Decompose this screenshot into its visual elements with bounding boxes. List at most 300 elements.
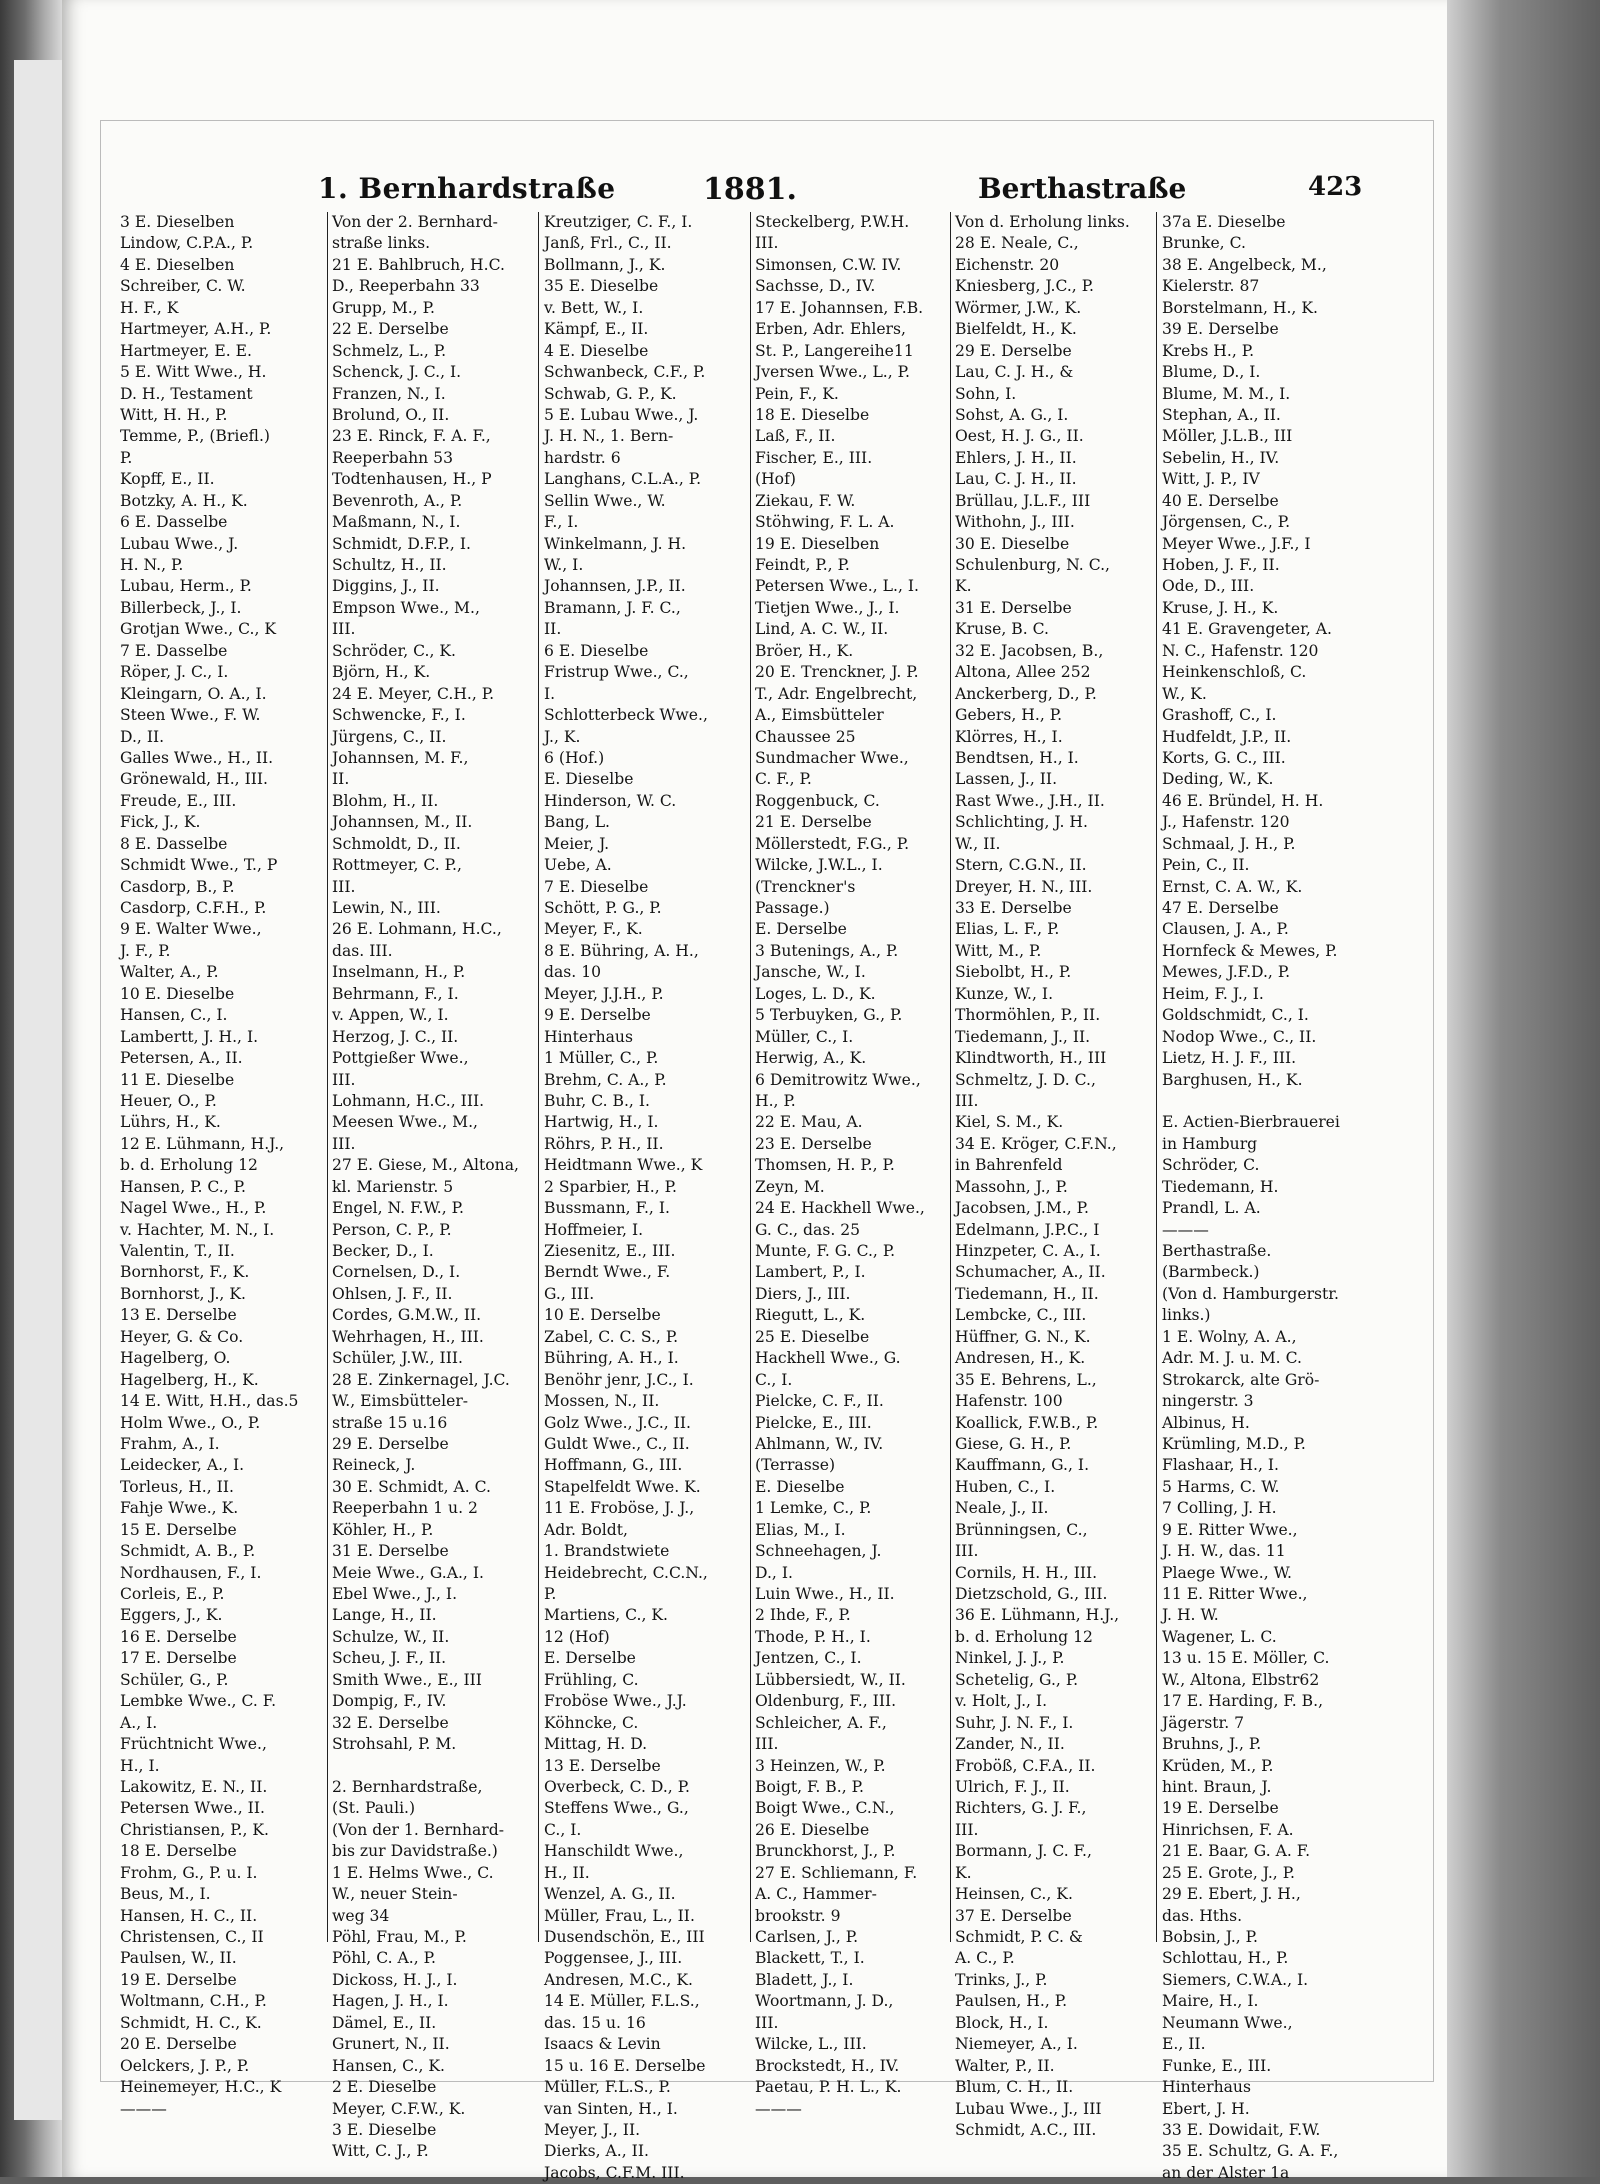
directory-entry-line: Kauffmann, G., I. [955, 1456, 1090, 1475]
directory-entry-line: Becker, D., I. [332, 1242, 434, 1260]
directory-entry-line: Pöhl, C. A., P. [332, 1949, 436, 1968]
directory-entry-line: ——— [120, 2099, 167, 2118]
directory-entry-line: 29 E. Derselbe [955, 341, 1072, 360]
directory-entry-line: Petersen, A., II. [120, 1049, 243, 1068]
directory-entry-line: Kämpf, E., II. [544, 320, 649, 339]
directory-entry-line: Beus, M., I. [120, 1885, 211, 1904]
directory-entry-line: W., Eimsbütteler- [332, 1392, 469, 1411]
directory-entry-line: 6 (Hof.) [544, 748, 605, 767]
directory-entry-line: 18 E. Derselbe [120, 1842, 237, 1861]
directory-entry-line: Schwencke, F., I. [332, 706, 466, 725]
directory-entry-line: Tietjen Wwe., J., I. [755, 598, 900, 617]
directory-entry-line: Clausen, J. A., P. [1162, 920, 1289, 939]
directory-entry-line: 21 E. Baar, G. A. F. [1162, 1842, 1311, 1861]
directory-entry-line: Woortmann, J. D., [755, 1992, 894, 2011]
directory-entry-line: 24 E. Hackhell Wwe., [755, 1199, 925, 1218]
directory-entry-line: Lubau Wwe., J., III [955, 2099, 1102, 2118]
directory-entry-line: an der Alster 1a [1162, 2163, 1290, 2182]
directory-entry-line: Adr. M. J. u. M. C. [1162, 1349, 1302, 1368]
directory-entry-line: W., neuer Stein- [332, 1885, 458, 1904]
directory-entry-line: straße links. [332, 234, 431, 253]
directory-entry-line: Eggers, J., K. [120, 1606, 223, 1625]
directory-entry-line: 21 E. Derselbe [755, 813, 872, 832]
directory-entry-line: Steffens Wwe., G., [544, 1799, 689, 1818]
directory-entry-line: Temme, P., (Briefl.) [120, 427, 270, 446]
directory-entry-line: Zeyn, M. [755, 1177, 825, 1196]
directory-entry-line: Suhr, J. N. F., I. [955, 1713, 1074, 1732]
column-divider [950, 212, 951, 1942]
directory-entry-line: Passage.) [755, 899, 830, 917]
directory-entry-line: Pielcke, C. F., II. [755, 1392, 884, 1411]
directory-entry-line: Inselmann, H., P. [332, 963, 466, 982]
directory-entry-line: das. 10 [544, 963, 602, 982]
directory-entry-line: Fahje Wwe., K. [120, 1499, 239, 1518]
directory-entry-line: Brunckhorst, J., P. [755, 1842, 896, 1861]
directory-entry-line: Brehm, C. A., P. [544, 1070, 667, 1089]
directory-entry-line: das. 15 u. 16 [544, 2013, 646, 2032]
directory-entry-line: Meyer, F., K. [544, 920, 643, 939]
directory-entry-line: 1 E. Helms Wwe., C. [332, 1863, 494, 1882]
directory-entry-line: kl. Marienstr. 5 [332, 1177, 454, 1196]
directory-entry-line: Valentin, T., II. [120, 1242, 235, 1260]
directory-entry-line: 25 E. Grote, J., P. [1162, 1863, 1296, 1882]
directory-entry-line: 24 E. Meyer, C.H., P. [332, 684, 495, 703]
directory-entry-line: Schumacher, A., II. [955, 1263, 1106, 1282]
directory-entry-line: Schwanbeck, C.F., P. [544, 363, 706, 382]
directory-entry-line: Thormöhlen, P., II. [955, 1006, 1101, 1025]
directory-entry-line: Huben, C., I. [955, 1477, 1056, 1496]
directory-entry-line: Jürgens, C., II. [332, 727, 447, 746]
directory-entry-line: Altona, Allee 252 [955, 663, 1091, 682]
directory-entry-line: Sundmacher Wwe., [755, 748, 909, 767]
directory-entry-line: b. d. Erholung 12 [955, 1627, 1093, 1646]
directory-entry-line: 25 E. Dieselbe [755, 1327, 870, 1346]
directory-entry-line: Ebert, J. H. [1162, 2099, 1250, 2118]
directory-entry-line: Grunert, N., II. [332, 2035, 450, 2054]
directory-column-6 [1162, 212, 1367, 2182]
directory-entry-line: 20 E. Derselbe [120, 2035, 237, 2054]
directory-entry-line: E. Actien-Bierbrauerei [1162, 1113, 1340, 1132]
directory-entry-line: Dierks, A., II. [544, 2142, 649, 2161]
directory-entry-line: Wilcke, J.W.L., I. [755, 856, 883, 875]
directory-entry-line: Block, H., I. [955, 2013, 1049, 2032]
directory-entry-line: Bang, L. [544, 813, 611, 832]
directory-entry-line: Schött, P. G., P. [544, 899, 662, 917]
directory-entry-line: E. Dieselbe [544, 770, 634, 789]
directory-entry-line: Heinemeyer, H.C., K [120, 2078, 282, 2097]
directory-entry-line: Von d. Erholung links. [955, 213, 1130, 231]
directory-entry-line: J. H. N., 1. Bern- [544, 427, 674, 446]
directory-entry-line: K. [955, 1863, 972, 1882]
directory-entry-line: Fristrup Wwe., C., [544, 663, 689, 682]
directory-entry-line: Köhncke, C. [544, 1713, 639, 1732]
directory-entry-line: Bladett, J., I. [755, 1970, 854, 1989]
directory-entry-line: Rast Wwe., J.H., II. [955, 791, 1105, 810]
directory-entry-line: 31 E. Derselbe [332, 1542, 449, 1561]
directory-entry-line: Müller, Frau, L., II. [544, 1906, 695, 1925]
directory-entry-line: Strokarck, alte Grö- [1162, 1370, 1320, 1389]
scan-background-edge [1447, 0, 1600, 2177]
directory-entry-line: Heim, F. J., I. [1162, 984, 1264, 1003]
directory-entry-line: Guldt Wwe., C., II. [544, 1434, 690, 1453]
directory-entry-line: Bielfeldt, H., K. [955, 320, 1077, 339]
directory-entry-line: Ernst, C. A. W., K. [1162, 877, 1303, 896]
directory-entry-line: 10 E. Derselbe [544, 1306, 661, 1325]
directory-entry-line: Ehlers, J. H., II. [955, 448, 1077, 467]
directory-entry-line: v. Hachter, M. N., I. [120, 1220, 275, 1239]
directory-entry-line: Feindt, P., P. [755, 556, 850, 574]
directory-entry-line: 28 E. Zinkernagel, J.C. [332, 1370, 510, 1389]
directory-entry-line: Krüden, M., P. [1162, 1756, 1274, 1775]
directory-entry-line: Maßmann, N., I. [332, 513, 461, 532]
directory-entry-line: Meyer, J., II. [544, 2120, 641, 2139]
directory-entry-line: Kunze, W., I. [955, 984, 1054, 1003]
directory-entry-line: A., Eimsbütteler [755, 706, 884, 725]
directory-entry-line: Andresen, M.C., K. [544, 1970, 693, 1989]
directory-entry-line: b. d. Erholung 12 [120, 1156, 258, 1175]
directory-entry-line: 9 E. Ritter Wwe., [1162, 1520, 1298, 1539]
directory-entry-line: 29 E. Derselbe [332, 1434, 449, 1453]
directory-entry-line: J. H. W. [1162, 1606, 1219, 1625]
directory-entry-line: Blum, C. H., II. [955, 2078, 1074, 2097]
directory-entry-line: Pöhl, Frau, M., P. [332, 1928, 467, 1946]
directory-entry-line: Paulsen, H., P. [955, 1992, 1068, 2011]
directory-entry-line: 30 E. Schmidt, A. C. [332, 1477, 491, 1496]
directory-entry-line: 14 E. Witt, H.H., das.5 [120, 1392, 299, 1411]
directory-entry-line: Hoben, J. F., II. [1162, 556, 1280, 574]
directory-entry-line: Stöhwing, F. L. A. [755, 513, 895, 532]
directory-entry-line: Ziekau, F. W. [755, 491, 856, 510]
directory-entry-line: Nagel Wwe., H., P. [120, 1199, 267, 1218]
directory-entry-line: Paetau, P. H. L., K. [755, 2078, 902, 2097]
directory-entry-line: (Von der 1. Bernhard- [332, 1820, 504, 1839]
directory-entry-line: (Terrasse) [755, 1456, 836, 1475]
directory-entry-line: 40 E. Derselbe [1162, 491, 1279, 510]
directory-entry-line: Schwab, G. P., K. [544, 384, 677, 403]
directory-entry-line: Wenzel, A. G., II. [544, 1885, 676, 1904]
directory-entry-line: 4 E. Dieselben [120, 255, 235, 274]
directory-entry-line: P. [120, 448, 133, 467]
directory-entry-line: T., Adr. Engelbrecht, [755, 684, 918, 703]
directory-entry-line: 30 E. Dieselbe [955, 534, 1070, 553]
directory-entry-line: Lind, A. C. W., II. [755, 620, 889, 639]
directory-entry-line: Rottmeyer, C. P., [332, 856, 462, 875]
directory-entry-line: Witt, H. H., P. [120, 405, 228, 424]
directory-entry-line: Heuer, O., P. [120, 1091, 217, 1110]
directory-entry-line: Botzky, A. H., K. [120, 491, 248, 510]
directory-entry-line: Isaacs & Levin [544, 2035, 661, 2054]
directory-entry-line: Siemers, C.W.A., I. [1162, 1970, 1309, 1989]
directory-entry-line: Golz Wwe., J.C., II. [544, 1413, 691, 1432]
directory-entry-line: Trinks, J., P. [955, 1970, 1048, 1989]
directory-entry-line: Heinkenschloß, C. [1162, 663, 1307, 682]
directory-entry-line: D., Reeperbahn 33 [332, 277, 480, 296]
directory-entry-line: 35 E. Schultz, G. A. F., [1162, 2142, 1339, 2161]
directory-entry-line: 19 E. Derselbe [1162, 1799, 1279, 1818]
directory-entry-line: Casdorp, B., P. [120, 877, 235, 896]
directory-entry-line: 19 E. Derselbe [120, 1970, 237, 1989]
directory-entry-line: Bramann, J. F. C., [544, 598, 681, 617]
directory-entry-line: III. [955, 1820, 979, 1839]
directory-entry-line: Mewes, J.F.D., P. [1162, 963, 1291, 982]
directory-entry-line: Schüler, J.W., III. [332, 1349, 463, 1368]
directory-entry-line: 20 E. Trenckner, J. P. [755, 663, 919, 682]
directory-entry-line: 5 Harms, C. W. [1162, 1477, 1280, 1496]
directory-entry-line: Koallick, F.W.B., P. [955, 1413, 1099, 1432]
directory-entry-line: Kniesberg, J.C., P. [955, 277, 1095, 296]
directory-entry-line: 36 E. Lühmann, H.J., [955, 1606, 1120, 1625]
directory-entry-line: Borstelmann, H., K. [1162, 298, 1318, 317]
directory-entry-line: Grupp, M., P. [332, 298, 435, 317]
directory-entry-line: Hansen, H. C., II. [120, 1906, 258, 1925]
directory-entry-line: v. Bett, W., I. [544, 298, 644, 317]
directory-entry-line: Martiens, C., K. [544, 1606, 669, 1625]
directory-entry-line: Bühring, A. H., I. [544, 1349, 679, 1368]
directory-entry-line: Empson Wwe., M., [332, 598, 480, 617]
directory-entry-line: Flashaar, H., I. [1162, 1456, 1279, 1475]
directory-entry-line: Thomsen, H. P., P. [755, 1156, 895, 1175]
directory-entry-line: Froböß, C.F.A., II. [955, 1756, 1096, 1775]
directory-entry-line: Lührs, H., K. [120, 1113, 221, 1132]
directory-entry-line: hint. Braun, J. [1162, 1777, 1272, 1796]
directory-entry-line: Roggenbuck, C. [755, 791, 880, 810]
directory-entry-line: (St. Pauli.) [332, 1799, 416, 1818]
directory-entry-line: Krümling, M.D., P. [1162, 1434, 1306, 1453]
directory-entry-line: Schmidt, D.F.P., I. [332, 534, 471, 553]
directory-entry-line: Grönewald, H., III. [120, 770, 269, 789]
directory-entry-line: 4 E. Dieselbe [544, 341, 649, 360]
directory-entry-line: 7 Colling, J. H. [1162, 1499, 1277, 1518]
directory-entry-line: Boigt Wwe., C.N., [755, 1799, 895, 1818]
directory-entry-line: Luin Wwe., H., II. [755, 1585, 895, 1603]
directory-entry-line: Schleicher, A. F., [755, 1713, 887, 1732]
directory-entry-line: III. [755, 234, 779, 253]
directory-entry-line: N. C., Hafenstr. 120 [1162, 641, 1319, 660]
directory-entry-line: Gebers, H., P. [955, 706, 1063, 725]
directory-entry-line: 12 (Hof) [544, 1627, 610, 1646]
directory-entry-line: 11 E. Froböse, J. J., [544, 1499, 695, 1518]
directory-entry-line: Schüler, G., P. [120, 1670, 229, 1689]
directory-entry-line: das. Hths. [1162, 1906, 1243, 1925]
directory-entry-line: Withohn, J., III. [955, 513, 1075, 532]
directory-entry-line: Dusendschön, E., III [544, 1928, 705, 1946]
directory-entry-line: Schmoldt, D., II. [332, 834, 461, 853]
directory-entry-line: 26 E. Dieselbe [755, 1820, 870, 1839]
directory-entry-line: Schlottau, H., P. [1162, 1949, 1289, 1968]
directory-entry-line: Frohm, G., P. u. I. [120, 1863, 258, 1882]
directory-entry-line: Herzog, J. C., II. [332, 1027, 459, 1046]
directory-entry-line: Hinderson, W. C. [544, 791, 677, 810]
directory-entry-line: 47 E. Derselbe [1162, 899, 1279, 917]
directory-entry-line: Hartmeyer, E. E. [120, 341, 252, 360]
directory-entry-line: Eichenstr. 20 [955, 255, 1060, 274]
directory-entry-line: 37a E. Dieselbe [1162, 213, 1286, 231]
directory-entry-line: 11 E. Ritter Wwe., [1162, 1585, 1308, 1603]
column-divider [750, 212, 751, 1942]
directory-entry-line: Hartmeyer, A.H., P. [120, 320, 272, 339]
directory-entry-line: Anckerberg, D., P. [955, 684, 1097, 703]
directory-entry-line: Scheu, J. F., II. [332, 1649, 447, 1668]
directory-entry-line: Schultz, H., II. [332, 556, 447, 574]
directory-entry-line: 26 E. Lohmann, H.C., [332, 920, 502, 939]
directory-entry-line: 5 Terbuyken, G., P. [755, 1006, 903, 1025]
directory-entry-line: C., I. [544, 1820, 582, 1839]
directory-entry-line: 35 E. Dieselbe [544, 277, 659, 296]
directory-entry-line: Schmelz, L., P. [332, 341, 447, 360]
directory-entry-line: 14 E. Müller, F.L.S., [544, 1992, 700, 2011]
directory-entry-line: Witt, M., P. [955, 941, 1042, 960]
directory-entry-line: Grashoff, C., I. [1162, 706, 1277, 725]
directory-entry-line: 33 E. Derselbe [955, 899, 1072, 917]
directory-entry-line: 2 E. Dieselbe [332, 2078, 437, 2097]
directory-entry-line: C., I. [755, 1370, 793, 1389]
directory-entry-line: Meyer, C.F.W., K. [332, 2099, 466, 2118]
directory-entry-line: Möllerstedt, F.G., P. [755, 834, 910, 853]
directory-entry-line: Hansen, C., I. [120, 1006, 228, 1025]
directory-entry-line: Andresen, H., K. [955, 1349, 1086, 1368]
directory-entry-line: Stephan, A., II. [1162, 405, 1281, 424]
directory-entry-line: Hansen, C., K. [332, 2056, 445, 2075]
directory-entry-line: Schröder, C., K. [332, 641, 457, 660]
directory-entry-line: Frahm, A., I. [120, 1434, 220, 1453]
directory-entry-line: Carlsen, J., P. [755, 1928, 859, 1946]
directory-entry-line: Hackhell Wwe., G. [755, 1349, 901, 1368]
directory-entry-line: E. Derselbe [544, 1649, 636, 1668]
directory-entry-line: 8 E. Dasselbe [120, 834, 228, 853]
directory-entry-line: H., II. [544, 1863, 590, 1882]
directory-entry-line: Lassen, J., II. [955, 770, 1058, 789]
directory-entry-line: J. H. W., das. 11 [1162, 1542, 1286, 1561]
directory-entry-line: Sebelin, H., IV. [1162, 448, 1280, 467]
directory-entry-line: v. Appen, W., I. [332, 1006, 449, 1025]
directory-entry-line: Klörres, H., I. [955, 727, 1063, 746]
directory-entry-line: 33 E. Dowidait, F.W. [1162, 2120, 1321, 2139]
directory-entry-line: Bruhns, J., P. [1162, 1735, 1262, 1754]
directory-entry-line: Sachsse, D., IV. [755, 277, 876, 296]
directory-entry-line: 28 E. Neale, C., [955, 234, 1079, 253]
previous-page-edge [14, 60, 65, 2120]
directory-entry-line: Kleingarn, O. A., I. [120, 684, 267, 703]
directory-entry-line: G. C., das. 25 [755, 1220, 861, 1239]
directory-entry-line: Laß, F., II. [755, 427, 836, 446]
directory-entry-line: Thode, P. H., I. [755, 1627, 871, 1646]
directory-entry-line: Freude, E., III. [120, 791, 237, 810]
directory-entry-line: 17 E. Harding, F. B., [1162, 1692, 1324, 1711]
directory-entry-line: Hoffmeier, I. [544, 1220, 644, 1239]
directory-entry-line: Herwig, A., K. [755, 1049, 867, 1068]
directory-entry-line: Uebe, A. [544, 856, 612, 875]
directory-entry-line: Bornhorst, F., K. [120, 1263, 250, 1282]
directory-entry-line: Franzen, N., I. [332, 384, 446, 403]
directory-entry-line: Hansen, P. C., P. [120, 1177, 246, 1196]
directory-entry-line: Grotjan Wwe., C., K [120, 620, 277, 639]
directory-entry-line: 9 E. Derselbe [544, 1006, 651, 1025]
directory-entry-line: Schenck, J. C., I. [332, 363, 462, 382]
directory-entry-line: Köhler, H., P. [332, 1520, 434, 1539]
directory-entry-line: Früchtnicht Wwe., [120, 1735, 267, 1754]
directory-entry-line: Wagener, L. C. [1162, 1627, 1277, 1646]
directory-entry-line: 32 E. Derselbe [332, 1713, 449, 1732]
directory-entry-line: Müller, C., I. [755, 1027, 854, 1046]
directory-entry-line: Lambertt, J. H., I. [120, 1027, 259, 1046]
directory-entry-line: Walter, A., P. [120, 963, 219, 982]
directory-entry-line: Meier, J. [544, 834, 610, 853]
directory-entry-line: Torleus, H., II. [120, 1477, 234, 1496]
directory-entry-line: Galles Wwe., H., II. [120, 748, 274, 767]
directory-entry-line: 35 E. Behrens, L., [955, 1370, 1097, 1389]
directory-entry-line: Steckelberg, P.W.H. [755, 213, 910, 231]
directory-entry-line: Brünningsen, C., [955, 1520, 1088, 1539]
directory-entry-line: C. F., P. [755, 770, 812, 789]
directory-entry-line: 23 E. Derselbe [755, 1134, 872, 1153]
directory-entry-line: W., II. [955, 834, 1001, 853]
directory-entry-line: Fischer, E., III. [755, 448, 873, 467]
directory-entry-line: G., III. [544, 1284, 595, 1303]
directory-entry-line: Ebel Wwe., J., I. [332, 1585, 458, 1603]
directory-entry-line: Brüllau, J.L.F., III [955, 491, 1091, 510]
directory-entry-line: Reeperbahn 1 u. 2 [332, 1499, 478, 1518]
directory-entry-line: v. Holt, J., I. [955, 1692, 1048, 1711]
directory-entry-line: Woltmann, C.H., P. [120, 1992, 267, 2011]
directory-entry-line: Berthastraße. [1162, 1242, 1272, 1260]
directory-entry-line: Simonsen, C.W. IV. [755, 255, 902, 274]
directory-entry-line: Lange, H., II. [332, 1606, 437, 1625]
directory-entry-line: Schneehagen, J. [755, 1542, 882, 1561]
directory-entry-line: Hanschildt Wwe., [544, 1842, 684, 1861]
directory-entry-line: bis zur Davidstraße.) [332, 1842, 498, 1861]
directory-entry-line: Casdorp, C.F.H., P. [120, 899, 267, 917]
column-divider [327, 212, 328, 1942]
directory-entry-line: Röhrs, P. H., II. [544, 1134, 664, 1153]
directory-entry-line: Munte, F. G. C., P. [755, 1242, 896, 1260]
directory-entry-line: in Hamburg [1162, 1134, 1258, 1153]
directory-entry-line: 8 E. Bühring, A. H., [544, 941, 699, 960]
directory-entry-line: Meesen Wwe., M., [332, 1113, 479, 1132]
directory-entry-line: J. F., P. [120, 941, 171, 960]
directory-entry-line: Johannsen, M. F., [332, 748, 469, 767]
directory-entry-line: Schreiber, C. W. [120, 277, 246, 296]
directory-entry-line: H. F., K [120, 298, 179, 317]
directory-entry-line: 1. Brandstwiete [544, 1542, 670, 1561]
directory-entry-line: III. [332, 620, 356, 639]
directory-entry-line: 17 E. Johannsen, F.B. [755, 298, 924, 317]
directory-entry-line: Pottgießer Wwe., [332, 1049, 469, 1068]
directory-entry-line: II. [544, 620, 562, 639]
directory-entry-line: III. [332, 1070, 356, 1089]
directory-entry-line: Barghusen, H., K. [1162, 1070, 1303, 1089]
directory-entry-line: H., I. [120, 1756, 160, 1775]
directory-entry-line: I. [544, 684, 556, 703]
directory-entry-line [332, 1756, 532, 1777]
directory-entry-line: Schmeltz, J. D. C., [955, 1070, 1096, 1089]
directory-entry-line: Stapelfeldt Wwe. K. [544, 1477, 701, 1496]
directory-entry-line: Petersen Wwe., II. [120, 1799, 265, 1818]
directory-entry-line: 13 u. 15 E. Möller, C. [1162, 1649, 1330, 1668]
directory-entry-line: 12 E. Lühmann, H.J., [120, 1134, 285, 1153]
directory-entry-line: Schlichting, J. H. [955, 813, 1088, 832]
directory-entry-line: Brockstedt, H., IV. [755, 2056, 900, 2075]
directory-entry-line: 1 Lemke, C., P. [755, 1499, 872, 1518]
directory-entry-line: K. [955, 577, 972, 596]
directory-column-2 [332, 212, 532, 2161]
directory-entry-line: Dämel, E., II. [332, 2013, 437, 2032]
directory-entry-line: Ohlsen, J. F., II. [332, 1284, 453, 1303]
directory-entry-line: Kreutziger, C. F., I. [544, 213, 693, 231]
directory-entry-line: Cornils, H. H., III. [955, 1563, 1098, 1582]
directory-entry-line: Smith Wwe., E., III [332, 1670, 482, 1689]
directory-entry-line: Schulze, W., II. [332, 1627, 450, 1646]
directory-entry-line: Jörgensen, C., P. [1162, 513, 1291, 532]
